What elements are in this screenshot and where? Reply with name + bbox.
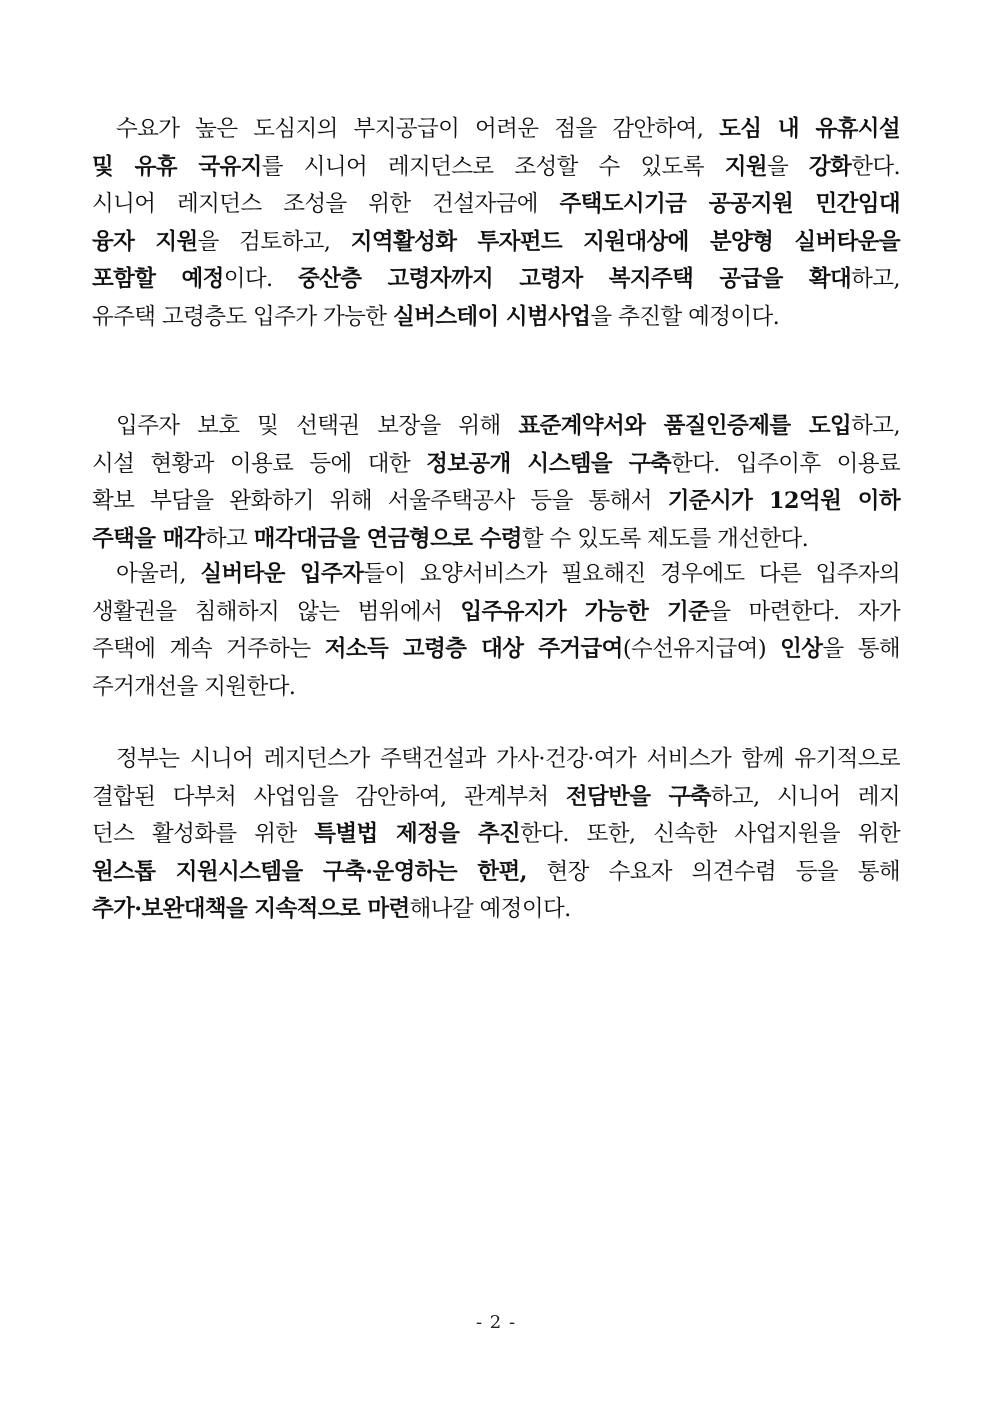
body-text: 주거개선을 지원한다. bbox=[92, 673, 296, 700]
body-text: 시니어 레지던스 조성을 위한 건설자금에 bbox=[92, 191, 560, 218]
body-text: 한다. bbox=[851, 153, 901, 180]
body-text: 을 bbox=[766, 153, 809, 180]
body-text: 하고 bbox=[204, 525, 254, 552]
paragraph-resident-protection bbox=[92, 408, 900, 558]
body-text: 을 마련한다. 자가 bbox=[709, 598, 900, 625]
body-text: 확보 부담을 완화하기 위해 서울주택공사 등을 통해서 bbox=[92, 488, 668, 515]
body-text: 을 검토하고, bbox=[197, 228, 351, 255]
emphasized-text: 지역활성화 투자펀드 지원대상에 분양형 실버타운을 bbox=[350, 228, 901, 255]
emphasized-text: 지원 bbox=[724, 153, 767, 180]
text-line bbox=[92, 224, 900, 262]
text-line bbox=[92, 408, 900, 446]
body-text: 아울러, bbox=[116, 561, 201, 587]
text-line bbox=[92, 556, 900, 594]
text-line bbox=[92, 299, 900, 337]
emphasized-text: 주택도시기금 공공지원 민간임대 bbox=[559, 191, 901, 218]
body-text: 한다. 입주이후 이용료 bbox=[671, 450, 900, 477]
body-text: 생활권을 침해하지 않는 범위에서 bbox=[92, 598, 461, 625]
text-line bbox=[92, 521, 900, 559]
body-text: 하고, 시니어 레지 bbox=[710, 783, 901, 810]
text-line bbox=[92, 186, 900, 224]
body-text: 결합된 다부처 사업임을 감안하여, 관계부처 bbox=[92, 783, 566, 810]
emphasized-text: 매각대금을 연금형으로 수령 bbox=[253, 525, 522, 552]
text-line bbox=[92, 261, 900, 299]
body-text: 할 수 있도록 제도를 개선한다. bbox=[521, 525, 809, 552]
body-text: 던스 활성화를 위한 bbox=[92, 821, 315, 848]
body-text: 시설 현황과 이용료 등에 대한 bbox=[92, 450, 427, 477]
emphasized-text: 기준시가 12억원 이하 bbox=[667, 488, 900, 515]
text-line bbox=[92, 594, 900, 632]
emphasized-text: 인상 bbox=[780, 636, 823, 663]
body-text: 들이 요양서비스가 필요해진 경우에도 다른 입주자의 bbox=[363, 561, 901, 587]
body-text: 수요가 높은 도심지의 부지공급이 어려운 점을 감안하여, bbox=[116, 116, 720, 142]
emphasized-text: 정보공개 시스템을 구축 bbox=[426, 450, 672, 477]
text-line bbox=[92, 891, 900, 929]
body-text: 정부는 시니어 레지던스가 주택건설과 가사·건강·여가 서비스가 함께 유기적으로 bbox=[116, 746, 900, 772]
body-text: 하고, bbox=[851, 266, 900, 293]
body-text: 현장 수요자 의견수렴 등을 통해 bbox=[526, 858, 900, 885]
text-line bbox=[92, 483, 900, 521]
paragraph-government-support bbox=[92, 741, 900, 929]
emphasized-text: 원스톱 지원시스템을 구축·운영하는 한편, bbox=[92, 858, 527, 885]
body-text: 해나갈 예정이다. bbox=[409, 896, 571, 923]
emphasized-text: 특별법 제정을 추진 bbox=[314, 821, 521, 848]
emphasized-text: 중산층 고령자까지 고령자 복지주택 공급을 확대 bbox=[298, 266, 852, 293]
text-line bbox=[92, 631, 900, 669]
emphasized-text: 포함할 예정 bbox=[92, 266, 224, 293]
body-text: 주택에 계속 거주하는 bbox=[92, 636, 325, 663]
text-line bbox=[92, 111, 900, 149]
body-text: 을 통해 bbox=[822, 636, 900, 663]
emphasized-text: 주택을 매각 bbox=[92, 525, 205, 552]
paragraph-site-supply bbox=[92, 111, 900, 337]
text-line bbox=[92, 446, 900, 484]
text-line bbox=[92, 816, 900, 854]
body-text: 유주택 고령층도 입주가 가능한 bbox=[92, 303, 393, 330]
emphasized-text: 도심 내 유휴시설 bbox=[719, 116, 900, 142]
emphasized-text: 표준계약서와 품질인증제를 도입 bbox=[518, 413, 852, 439]
text-line bbox=[92, 741, 900, 779]
emphasized-text: 강화 bbox=[808, 153, 852, 180]
paragraph-silver-town-residents bbox=[92, 556, 900, 706]
body-text: 입주자 보호 및 선택권 보장을 위해 bbox=[116, 413, 519, 439]
body-text: 를 시니어 레지던스로 조성할 수 있도록 bbox=[261, 153, 725, 180]
emphasized-text: 전담반을 구축 bbox=[565, 783, 711, 810]
body-text: 하고, bbox=[851, 413, 900, 439]
emphasized-text: 입주유지가 가능한 기준 bbox=[460, 598, 710, 625]
emphasized-text: 실버타운 입주자 bbox=[200, 561, 364, 587]
emphasized-text: 추가·보완대책을 지속적으로 마련 bbox=[92, 896, 410, 923]
body-text: 한다. 또한, 신속한 사업지원을 위한 bbox=[520, 821, 900, 848]
page-number: - 2 - bbox=[475, 1312, 517, 1333]
text-line bbox=[92, 779, 900, 817]
text-line bbox=[92, 669, 900, 707]
body-text: 을 추진할 예정이다. bbox=[590, 303, 780, 330]
emphasized-text: 융자 지원 bbox=[92, 228, 198, 255]
emphasized-text: 및 유휴 국유지 bbox=[92, 153, 262, 180]
emphasized-text: 저소득 고령층 대상 주거급여 bbox=[324, 636, 623, 663]
emphasized-text: 실버스테이 시범사업 bbox=[392, 303, 591, 330]
body-text: (수선유지급여) bbox=[622, 636, 781, 663]
body-text: 이다. bbox=[223, 266, 298, 293]
text-line bbox=[92, 149, 900, 187]
text-line bbox=[92, 854, 900, 892]
